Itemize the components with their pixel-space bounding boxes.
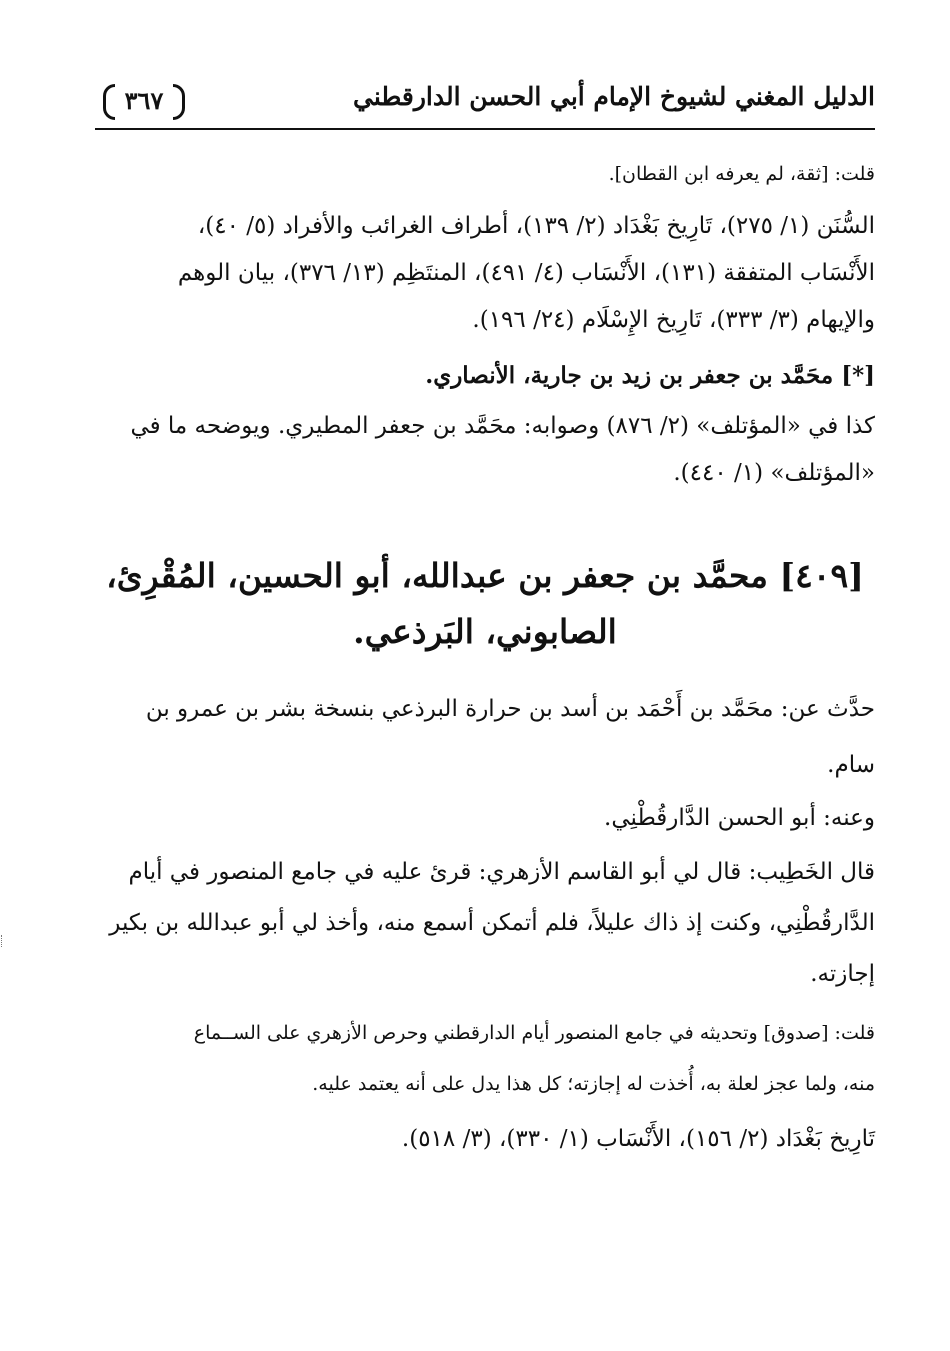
entry-heading-line-1: [٤٠٩] محمَّد بن جعفر بن عبدالله، أبو الحسين، المُقْرِئ، <box>106 556 864 595</box>
correction-note-line-1: كذا في «المؤتلف» (٢/ ٨٧٦) وصوابه: محَمَّد بن جعفر المطيري. ويوضحه ما في <box>130 413 875 439</box>
margin-mark <box>1 935 4 947</box>
previous-entry-sources-line-2: الأَنْسَاب المتفقة (١٣١)، الأَنْسَاب (٤/ ٤٩١)، المنتَظِم (١٣/ ٣٧٦)، بيان الوهم <box>177 260 875 286</box>
students-line: وعنه: أبو الحسن الدَّارقُطْنِي. <box>604 805 875 831</box>
page-header <box>95 78 875 130</box>
correction-note-line-2: «المؤتلف» (١/ ٤٤٠). <box>673 460 875 486</box>
teachers-line-1: حدَّث عن: محَمَّد بن أَحْمَد بن أسد بن حرارة البرذعي بنسخة بشر بن عمرو بن <box>145 696 875 722</box>
previous-entry-sources-line-1: السُّنَن (١/ ٢٧٥)، تَارِيخ بَغْدَاد (٢/ ١٣٩)، أطراف الغرائب والأفراد (٥/ ٤٠)، <box>197 213 875 239</box>
khatib-quote-line-1: قال الخَطِيب: قال لي أبو القاسم الأزهري: قرئ عليه في جامع المنصور في أيام <box>128 859 875 885</box>
starred-name-entry: [*] محَمَّد بن جعفر بن زيد بن جارية، الأنصاري. <box>425 362 875 389</box>
page-number: ٣٦٧ <box>103 84 185 118</box>
running-title: الدليل المغني لشيوخ الإمام أبي الحسن الدارقطني <box>353 82 875 111</box>
verdict-line-2: منه، ولما عجز لعلة به، أُخذت له إجازته؛ كل هذا يدل على أنه يعتمد عليه. <box>312 1073 875 1095</box>
previous-entry-sources-line-3: والإيهام (٣/ ٣٣٣)، تَارِيخ الإِسْلَام (٢٤/ ١٩٦). <box>472 307 875 333</box>
entry-heading <box>95 548 875 660</box>
entry-sources: تَارِيخ بَغْدَاد (٢/ ١٥٦)، الأَنْسَاب (١/ ٣٣٠)، (٣/ ٥١٨). <box>401 1126 875 1152</box>
entry-heading-line-2: الصابوني، البَرذعي. <box>353 612 617 651</box>
khatib-quote-line-3: إجازته. <box>810 961 875 987</box>
verdict-line-1: قلت: [صدوق] وتحديثه في جامع المنصور أيام الدارقطني وحرص الأزهري على الســماع <box>193 1022 875 1044</box>
previous-entry-verdict: قلت: [ثقة، لم يعرفه ابن القطان]. <box>608 163 875 185</box>
khatib-quote-line-2: الدَّارقُطْنِي، وكنت إذ ذاك عليلاً، فلم أتمكن أسمع منه، وأخذ لي أبو عبدالله بن بكير <box>109 910 875 936</box>
teachers-line-2: سام. <box>827 752 875 778</box>
